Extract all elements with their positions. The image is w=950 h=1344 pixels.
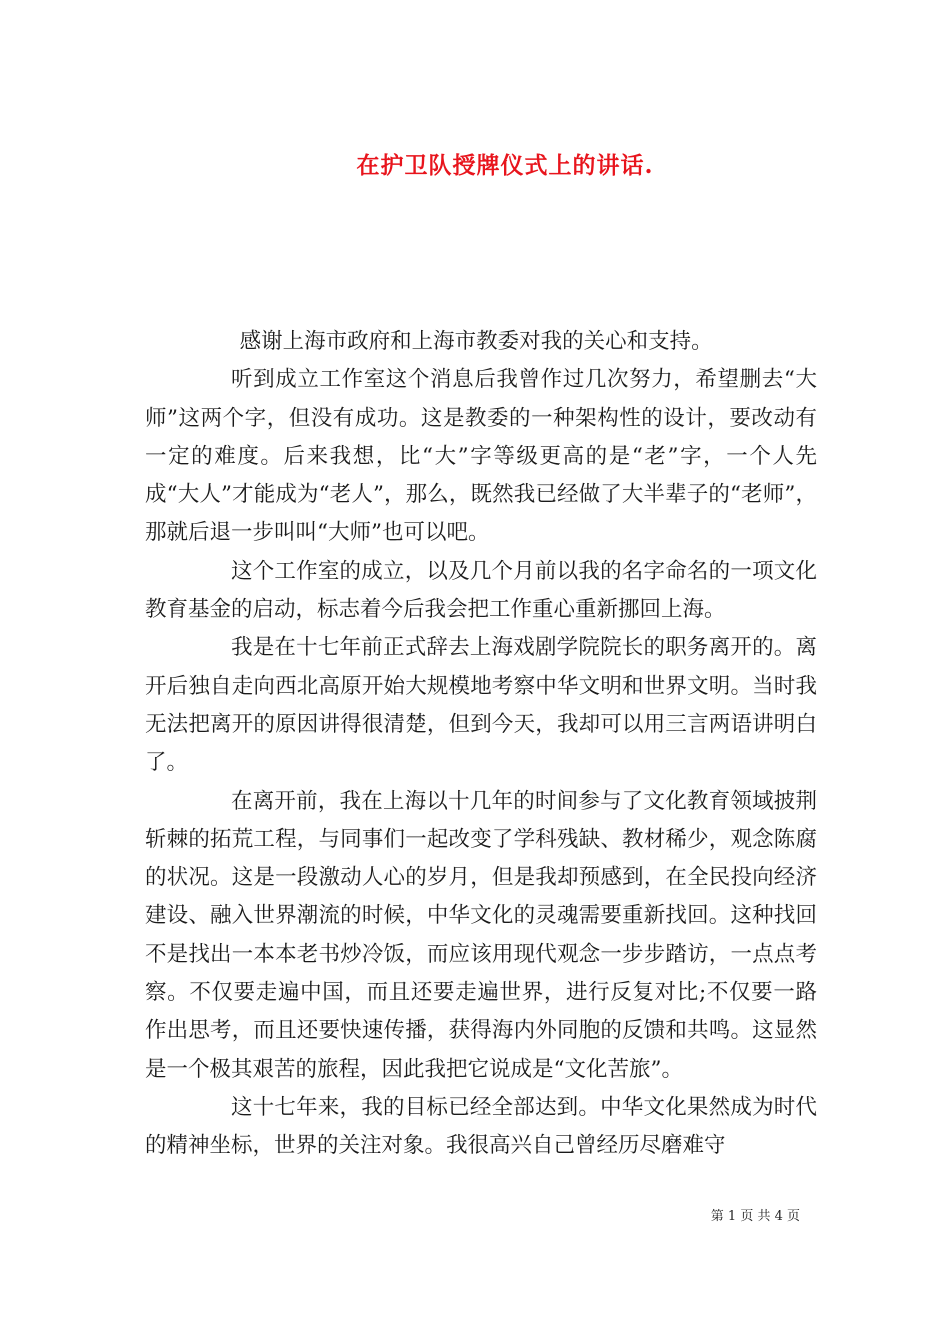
paragraph-3: 这个工作室的成立，以及几个月前以我的名字命名的一项文化教育基金的启动，标志着今后我会把工作重心重新挪回上海。 bbox=[145, 558, 817, 623]
paragraph-5: 在离开前，我在上海以十几年的时间参与了文化教育领域披荆斩棘的拓荒工程，与同事们一起改变了学科残缺、教材稀少，观念陈腐的状况。这是一段激动人心的岁月，但是我却预感到，在全民投向经济建设、融入世界潮流的时候，中华文化的灵魂需要重新找回。这种找回不是找出一本本老书炒冷饭，而应该用现代观念一步步踏访，一点点考察。不仅要走遍中国，而且还要走遍世界，进行反复对比;不仅要一路作出思考，而且还要快速传播，获得海内外同胞的反馈和共鸣。这显然是一个极其艰苦的旅程，因此我把它说成是“文化苦旅”。 bbox=[145, 788, 817, 1082]
document-body bbox=[145, 323, 817, 1166]
paragraph-4: 我是在十七年前正式辞去上海戏剧学院院长的职务离开的。离开后独自走向西北高原开始大规模地考察中华文明和世界文明。当时我无法把离开的原因讲得很清楚，但到今天，我却可以用三言两语讲明白了。 bbox=[145, 635, 817, 776]
page-number-footer: 第 1 页 共 4 页 bbox=[710, 1209, 800, 1224]
page-title: 在护卫队授牌仪式上的讲话. bbox=[356, 152, 654, 180]
paragraph-2: 听到成立工作室这个消息后我曾作过几次努力，希望删去“大师”这两个字，但没有成功。这是教委的一种架构性的设计，要改动有一定的难度。后来我想，比“大”字等级更高的是“老”字，一个人先成“大人”才能成为“老人”，那么，既然我已经做了大半辈子的“老师”，那就后退一步叫叫“大师”也可以吧。 bbox=[145, 367, 817, 546]
paragraph-6: 这十七年来，我的目标已经全部达到。中华文化果然成为时代的精神坐标，世界的关注对象。我很高兴自己曾经历尽磨难守 bbox=[145, 1094, 817, 1159]
paragraph-1: 感谢上海市政府和上海市教委对我的关心和支持。 bbox=[239, 329, 713, 354]
